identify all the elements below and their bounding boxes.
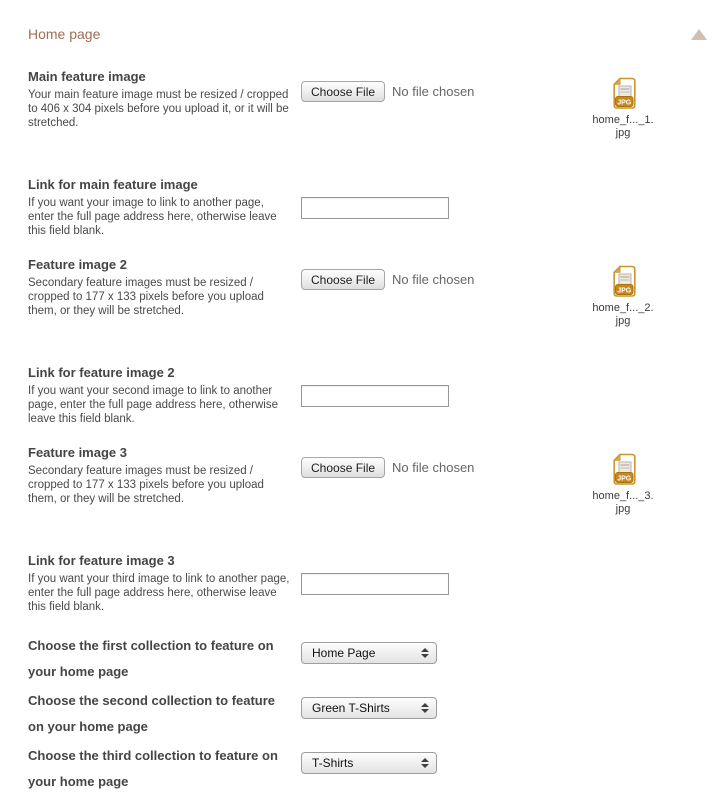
image-3-link-input[interactable] [301, 573, 449, 595]
select-stepper-icon [421, 648, 429, 658]
svg-text:JPG: JPG [617, 475, 632, 483]
arrow-down-icon [421, 764, 429, 768]
selected-option-label: Green T-Shirts [312, 701, 390, 715]
link-input-control [301, 197, 573, 219]
section-title: Home page [28, 26, 101, 42]
field-row-image-3-link [28, 553, 722, 623]
field-heading: Link for feature image 3 [28, 553, 175, 568]
field-description: If you want your image to link to another page, enter the full page address here, otherwise leave this field blank. [28, 197, 277, 237]
field-description: Secondary feature images must be resized / cropped to 177 x 133 pixels before you upload them, or they will be stretched. [28, 277, 264, 317]
field-heading: Link for main feature image [28, 177, 198, 192]
field-description: Secondary feature images must be resized / cropped to 177 x 133 pixels before you upload them, or they will be stretched. [28, 465, 264, 505]
uploaded-file-3[interactable] [573, 453, 673, 516]
section-header [0, 0, 722, 42]
no-file-chosen-text: No file chosen [392, 272, 475, 287]
field-heading: Main feature image [28, 69, 146, 84]
no-file-chosen-text: No file chosen [392, 84, 475, 99]
file-upload-control [301, 269, 573, 290]
field-row-feature-image-2 [28, 257, 722, 345]
field-heading: Choose the first collection to feature on your home page [28, 638, 274, 679]
field-description: If you want your third image to link to another page, enter the full page address here, otherwise leave this field blank. [28, 573, 290, 613]
field-row-main-feature-image [28, 69, 722, 157]
collection-2-select[interactable] [301, 697, 437, 719]
collapse-triangle-icon[interactable] [691, 29, 707, 40]
select-stepper-icon [421, 758, 429, 768]
field-row-collection-1 [28, 633, 722, 685]
main-image-link-input[interactable] [301, 197, 449, 219]
field-description: Your main feature image must be resized / cropped to 406 x 304 pixels before you upload it, or it will be stretched. [28, 89, 289, 129]
file-name [592, 490, 653, 516]
file-upload-control [301, 81, 573, 102]
field-label [28, 445, 301, 506]
arrow-down-icon [421, 654, 429, 658]
select-control [301, 642, 573, 664]
choose-file-button-3[interactable] [301, 457, 385, 478]
file-name-line2: jpg [615, 503, 631, 515]
svg-text:JPG: JPG [617, 99, 632, 107]
choose-file-label: Choose File [311, 460, 376, 475]
svg-text:JPG: JPG [617, 287, 632, 295]
uploaded-file-main[interactable] [573, 77, 673, 140]
field-heading: Feature image 3 [28, 445, 127, 460]
arrow-down-icon [421, 709, 429, 713]
field-description: If you want your second image to link to another page, enter the full page address here, otherwise leave this field blank. [28, 385, 278, 425]
no-file-chosen-text: No file chosen [392, 460, 475, 475]
file-name-line1: home_f..._2. [592, 302, 654, 314]
field-row-collection-2 [28, 688, 722, 740]
choose-file-button-2[interactable] [301, 269, 385, 290]
arrow-up-icon [421, 703, 429, 707]
field-label [28, 553, 301, 614]
field-row-image-2-link [28, 365, 722, 435]
field-label [28, 257, 301, 318]
selected-option-label: Home Page [312, 646, 376, 660]
collection-3-select[interactable] [301, 752, 437, 774]
file-name-line1: home_f..._3. [592, 490, 654, 502]
arrow-up-icon [421, 648, 429, 652]
field-label [28, 177, 301, 238]
choose-file-label: Choose File [311, 84, 376, 99]
field-label [28, 69, 301, 130]
image-2-link-input[interactable] [301, 385, 449, 407]
jpg-file-icon [609, 265, 637, 299]
file-name-line2: jpg [615, 315, 631, 327]
field-heading: Choose the second collection to feature on your home page [28, 693, 276, 734]
select-control [301, 752, 573, 774]
choose-file-label: Choose File [311, 272, 376, 287]
file-upload-control [301, 457, 573, 478]
file-name [592, 114, 653, 140]
jpg-file-icon [609, 77, 637, 111]
selected-option-label: T-Shirts [312, 756, 354, 770]
field-heading: Link for feature image 2 [28, 365, 175, 380]
collection-1-select[interactable] [301, 642, 437, 664]
jpg-file-icon [609, 453, 637, 487]
link-input-control [301, 385, 573, 407]
settings-form [0, 42, 722, 795]
field-heading: Feature image 2 [28, 257, 127, 272]
uploaded-file-2[interactable] [573, 265, 673, 328]
select-control [301, 697, 573, 719]
field-row-collection-3 [28, 743, 722, 795]
file-name-line1: home_f..._1. [592, 114, 654, 126]
field-label [28, 365, 301, 426]
field-row-feature-image-3 [28, 445, 722, 533]
file-name [592, 302, 653, 328]
field-heading: Choose the third collection to feature on your home page [28, 748, 278, 789]
select-stepper-icon [421, 703, 429, 713]
file-name-line2: jpg [615, 127, 631, 139]
arrow-up-icon [421, 758, 429, 762]
choose-file-button-main[interactable] [301, 81, 385, 102]
field-row-main-image-link [28, 177, 722, 247]
link-input-control [301, 573, 573, 595]
